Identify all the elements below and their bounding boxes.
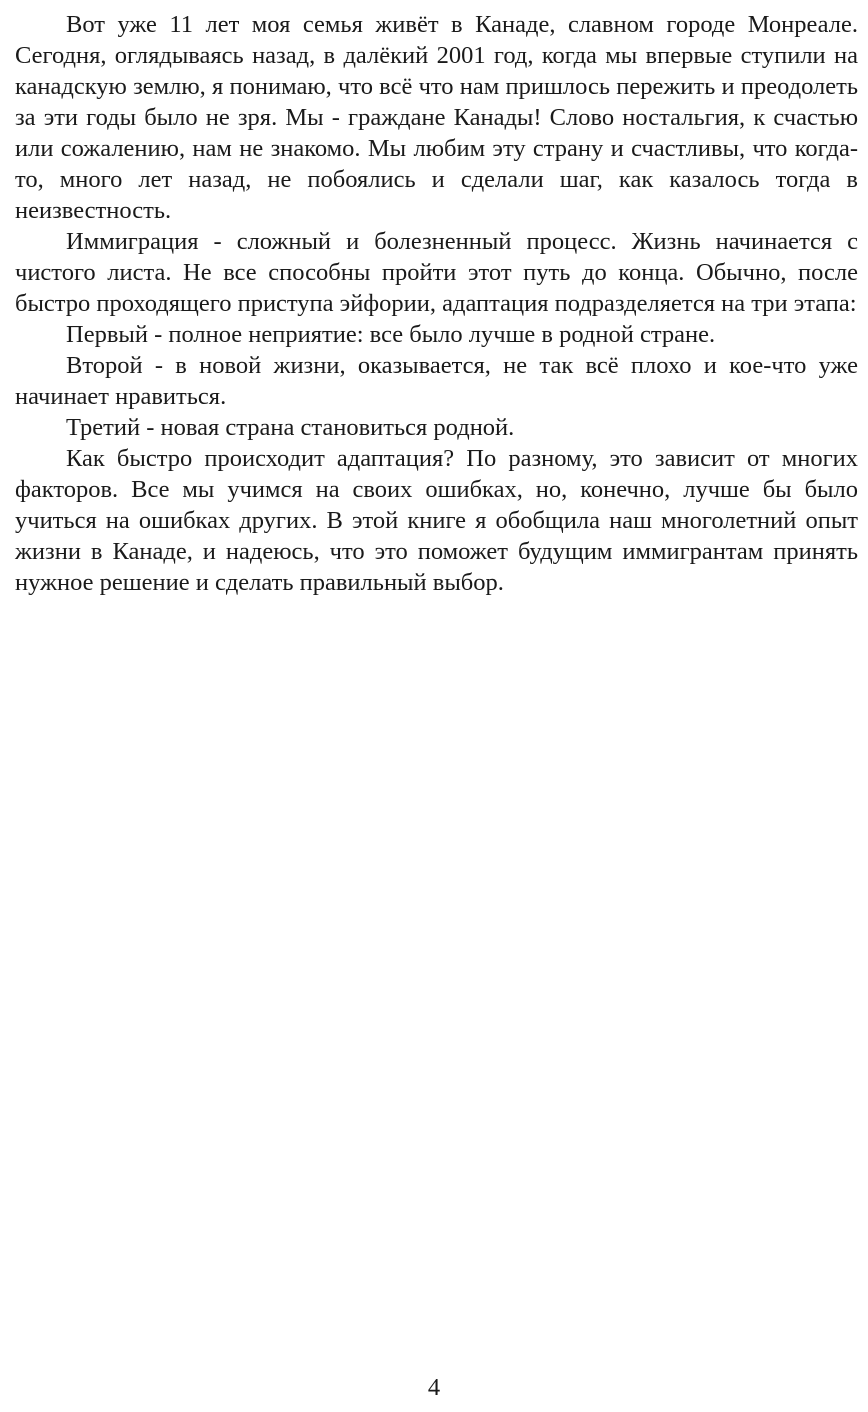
paragraph-stage-one: Первый - полное неприятие: все было лучше в родной стране. <box>66 321 716 348</box>
page-number: 4 <box>427 1374 441 1401</box>
paragraph-intro: Вот уже 11 лет моя семья живёт в Канаде, славном городе Монреале. Сегодня, оглядываясь назад, в далёкий 2001 год, когда мы впервые ступили на канадскую землю, я понимаю, что всё что нам пришлось пережить и преодолеть за эти годы было не зря. Мы - граждане Канады! Слово ностальгия, к счастью или сожалению, нам не знакомо. Мы любим эту страну и счастливы, что когда-то, много лет назад, не побоялись и сделали шаг, как казалось тогда в неизвестность. <box>15 11 858 224</box>
page-body <box>15 9 858 598</box>
paragraph-conclusion: Как быстро происходит адаптация? По разному, это зависит от многих факторов. Все мы учимся на своих ошибках, но, конечно, лучше бы было учиться на ошибках других. В этой книге я обобщила наш многолетний опыт жизни в Канаде, и надеюсь, что это поможет будущим иммигрантам принять нужное решение и сделать правильный выбор. <box>15 445 858 596</box>
paragraph-stage-two: Второй - в новой жизни, оказывается, не так всё плохо и кое-что уже начинает нравиться. <box>15 352 858 410</box>
paragraph-immigration: Иммиграция - сложный и болезненный процесс. Жизнь начинается с чистого листа. Не все способны пройти этот путь до конца. Обычно, после быстро проходящего приступа эйфории, адаптация подразделяется на три этапа: <box>15 228 858 317</box>
paragraph-stage-three: Третий - новая страна становиться родной. <box>66 414 515 441</box>
